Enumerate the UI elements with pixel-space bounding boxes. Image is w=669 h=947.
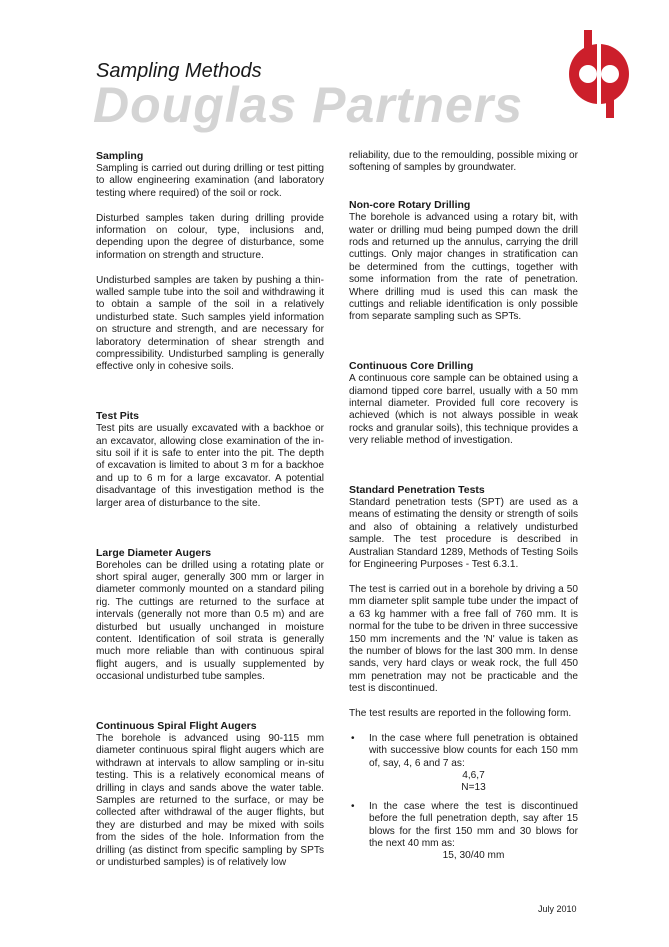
- result-value: 4,6,7: [462, 769, 485, 781]
- paragraph: Undisturbed samples are taken by pushing a thin-walled sample tube into the soil and withdrawing it to obtain a sample of the soil in a relatively undisturbed state. Such samples yield information on structure and strength, and are necessary for laboratory determination of shear strength and compressibility. Undisturbed sampling is generally effective only in cohesive soils.: [96, 274, 324, 373]
- section-non-core-rotary-drilling: [349, 199, 578, 324]
- paragraph: The test results are reported in the following form.: [349, 707, 572, 719]
- left-column: [96, 150, 324, 882]
- paragraph: A continuous core sample can be obtained using a diamond tipped core barrel, usually with a 50 mm internal diameter. Provided full core recovery is achieved (which is not always possible in weak rocks and granular soils), this technique provides a very reliable method of investigation.: [349, 373, 578, 447]
- heading-sampling: Sampling: [96, 150, 144, 162]
- list-item: [349, 801, 578, 863]
- heading-large-diameter-augers: Large Diameter Augers: [96, 546, 212, 559]
- page-title: Sampling Methods: [96, 60, 262, 82]
- paragraph: Sampling is carried out during drilling or test pitting to allow engineering examination (and laboratory testing where required) of the soil or rock.: [96, 163, 324, 199]
- section-test-pits: [96, 410, 324, 510]
- paragraph: reliability, due to the remoulding, possible mixing or softening of samples by groundwater.: [349, 150, 578, 174]
- heading-standard-penetration-tests: Standard Penetration Tests: [349, 484, 485, 497]
- spt-results-list: [349, 733, 578, 863]
- bullet-text: In the case where the test is discontinued before the full penetration depth, say after 15 blows for the first 150 mm and 30 blows for the next 40 mm as:: [369, 800, 578, 849]
- section-large-diameter-augers: [96, 547, 324, 684]
- list-item: [349, 733, 578, 795]
- heading-spiral-flight-augers: Continuous Spiral Flight Augers: [96, 719, 257, 732]
- section-standard-penetration-tests: [349, 484, 578, 863]
- result-value: 15, 30/40 mm: [442, 850, 505, 862]
- brand-wordmark: Douglas Partners: [93, 77, 524, 133]
- section-sampling: [96, 150, 324, 374]
- paragraph: Disturbed samples taken during drilling provide information on colour, type, inclusions and, depending upon the degree of disturbance, some information on strength and structure.: [96, 212, 324, 261]
- paragraph: The borehole is advanced using 90-115 mm diameter continuous spiral flight augers which are withdrawn at intervals to allow sampling or in-situ testing. This is a relatively economical means of drilling in clays and sands above the water table. Samples are returned to the surface, or may be collected after withdrawal of the auger flights, but they are disturbed and may be mixed with soils from the sides of the hole. Information from the drilling (as distinct from specific sampling by SPTs or undisturbed samples) is of relatively low: [96, 732, 324, 869]
- paragraph: Test pits are usually excavated with a backhoe or an excavator, allowing close examination of the in-situ soil if it is safe to enter into the pit. The depth of excavation is limited to about 3 m for a backhoe and up to 6 m for a large excavator. A potential disadvantage of this investigation method is the larger area of disturbance to the site.: [96, 423, 324, 509]
- heading-non-core-rotary-drilling: Non-core Rotary Drilling: [349, 199, 471, 212]
- bullet-text: In the case where full penetration is obtained with successive blow counts for each 150 mm of, say, 4, 6 and 7 as:: [369, 732, 578, 769]
- heading-continuous-core-drilling: Continuous Core Drilling: [349, 360, 474, 373]
- heading-test-pits: Test Pits: [96, 410, 139, 423]
- section-continuous-core-drilling: [349, 360, 578, 447]
- section-spiral-flight-augers: [96, 720, 324, 869]
- result-n-value: N=13: [461, 782, 486, 794]
- paragraph: The test is carried out in a borehole by driving a 50 mm diameter split sample tube under the impact of a 63 kg hammer with a free fall of 760 mm. It is normal for the tube to be driven in three successive 150 mm increments and the 'N' value is taken as the number of blows for the last 300 mm. In dense sands, very hard clays or weak rock, the full 450 mm penetration may not be practicable and the test is discontinued.: [349, 583, 578, 695]
- paragraph: The borehole is advanced using a rotary bit, with water or drilling mud being pumped down the drill rods and returned up the annulus, carrying the drill cuttings. Only major changes in stratification can be determined from the cuttings, together with some information from the rate of penetration. Where drilling mud is used this can mask the cuttings and reliable identification is only possible from separate sampling such as SPTs.: [349, 212, 578, 323]
- douglas-partners-logo-icon: [566, 24, 632, 120]
- footer-date: July 2010: [538, 904, 577, 914]
- bullet-icon: •: [351, 800, 355, 812]
- paragraph: Boreholes can be drilled using a rotating plate or short spiral auger, generally 300 mm or larger in diameter commonly mounted on a standard piling rig. The cuttings are returned to the surface at intervals (generally not more than 0.5 m) and are disturbed but usually unchanged in moisture content. Identification of soil strata is generally much more reliable than with continuous spiral flight augers, and is usually supplemented by occasional undisturbed tube samples.: [96, 559, 324, 683]
- right-column: [349, 150, 578, 869]
- bullet-icon: •: [351, 732, 355, 744]
- paragraph: Standard penetration tests (SPT) are used as a means of estimating the density or strength of soils and also of obtaining a relatively undisturbed sample. The test procedure is described in Australian Standard 1289, Methods of Testing Soils for Engineering Purposes - Test 6.3.1.: [349, 497, 578, 571]
